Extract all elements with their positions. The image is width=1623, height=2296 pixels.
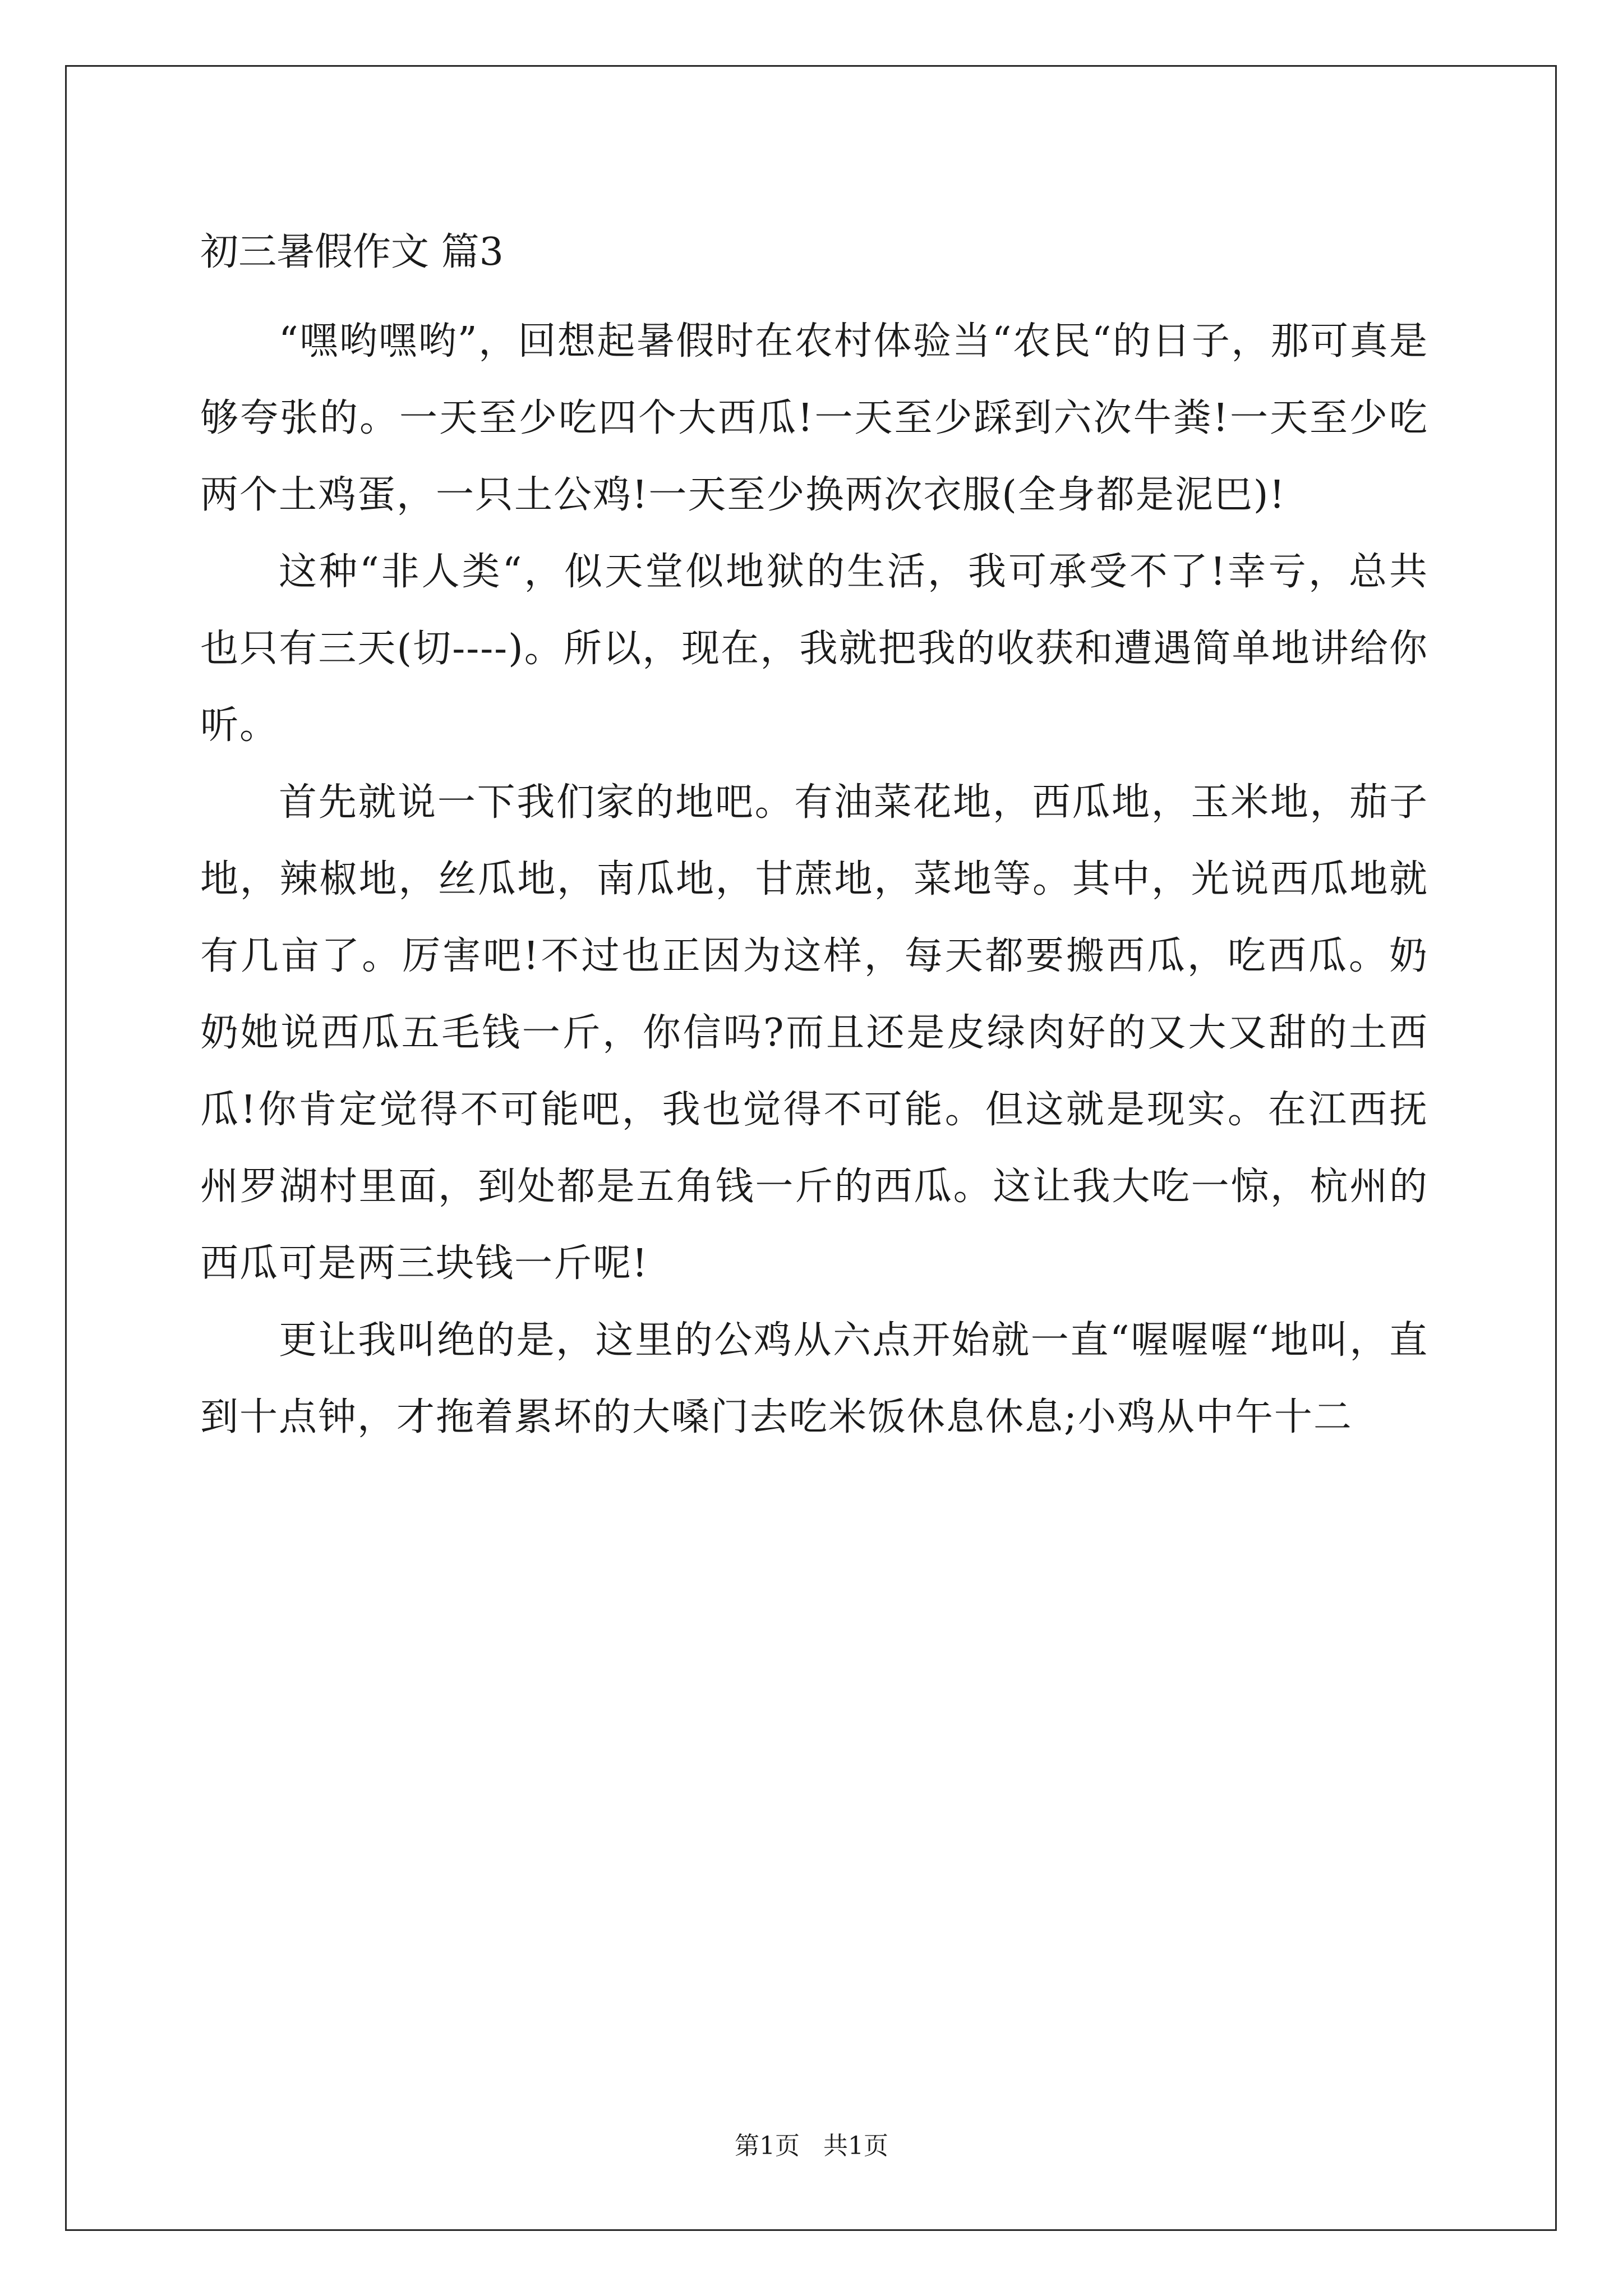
paragraph-3: 首先就说一下我们家的地吧。有油菜花地，西瓜地，玉米地，茄子地，辣椒地，丝瓜地，南瓜地，甘蔗地，菜地等。其中，光说西瓜地就有几亩了。厉害吧!不过也正因为这样，每天都要搬西瓜，吃西瓜。奶奶她说西瓜五毛钱一斤，你信吗?而且还是皮绿肉好的又大又甜的土西瓜!你肯定觉得不可能吧，我也觉得不可能。但这就是现实。在江西抚州罗湖村里面，到处都是五角钱一斤的西瓜。这让我大吃一惊，杭州的西瓜可是两三块钱一斤呢!: [200, 780, 1428, 1286]
page-footer: 第1页 共1页: [735, 2132, 888, 2160]
paragraph-4: 更让我叫绝的是，这里的公鸡从六点开始就一直“喔喔喔“地叫，直到十点钟，才拖着累坏的大嗓门去吃米饭休息休息;小鸡从中午十二: [200, 1318, 1428, 1439]
paragraph-2: 这种“非人类“，似天堂似地狱的生活，我可承受不了!幸亏，总共也只有三天(切----)。所以，现在，我就把我的收获和遭遇简单地讲给你听。: [200, 550, 1428, 748]
paragraph-1: “嘿哟嘿哟”，回想起暑假时在农村体验当“农民“的日子，那可真是够夸张的。一天至少吃四个大西瓜!一天至少踩到六次牛粪!一天至少吃两个土鸡蛋，一只土公鸡!一天至少换两次衣服(全身都是泥巴)!: [200, 319, 1428, 517]
document-body: [200, 202, 1428, 1456]
document-title: 初三暑假作文 篇3: [200, 230, 504, 274]
